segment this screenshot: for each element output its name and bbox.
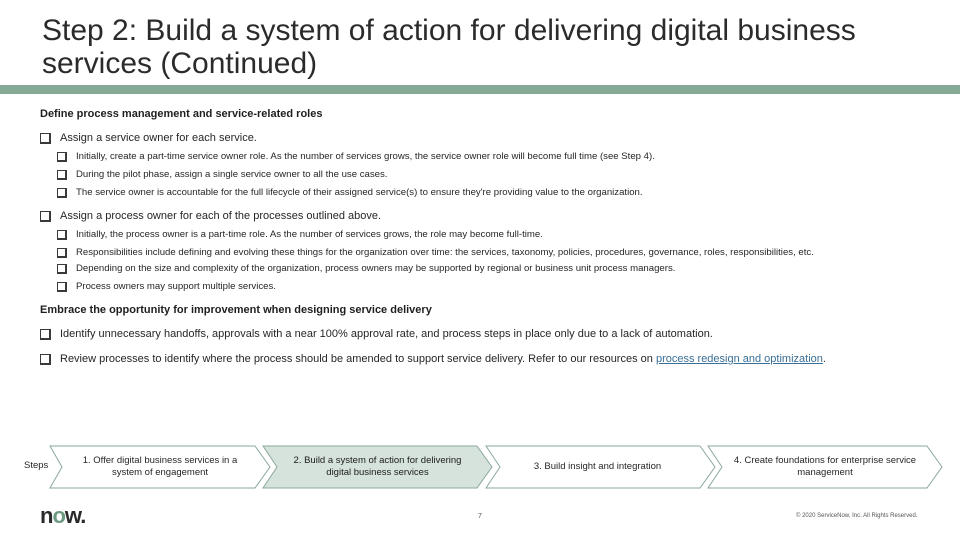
checklist-subitem — [40, 247, 840, 259]
checklist-subitem — [40, 187, 920, 199]
copyright: © 2020 ServiceNow, Inc. All Rights Reserved. — [796, 513, 918, 519]
page-number: 7 — [478, 513, 482, 520]
checkbox-icon — [40, 354, 50, 364]
process-redesign-link[interactable]: process redesign and optimization — [655, 353, 823, 365]
checklist-subitem — [40, 151, 920, 163]
checkbox-icon — [57, 170, 66, 179]
content — [40, 108, 920, 366]
checkbox-icon — [57, 282, 66, 291]
checklist-subtext: During the pilot phase, assign a single service owner to all the use cases. — [76, 169, 388, 180]
section-heading-roles: Define process management and service-related roles — [40, 108, 323, 120]
checkbox-icon — [57, 188, 66, 197]
step-label-3: 3. Build insight and integration — [533, 461, 662, 472]
checklist-subitem — [40, 281, 920, 293]
checklist-subitem — [40, 229, 920, 241]
checklist-subtext: Process owners may support multiple services. — [76, 281, 276, 292]
title-main: Step 2: Build a system of action for delivering digital business services — [42, 14, 856, 80]
checklist-text: Identify unnecessary handoffs, approvals with a near 100% approval rate, and process steps in place only due to a lack of automation. — [60, 328, 713, 340]
checklist-item — [40, 132, 920, 145]
checklist-item — [40, 353, 840, 366]
title-suffix: (Continued) — [160, 47, 318, 80]
checklist-subtext: Initially, the process owner is a part-time role. As the number of services grows, the role may become full-time. — [76, 229, 543, 240]
checkbox-icon — [40, 133, 50, 143]
checklist-text: Assign a service owner for each service. — [60, 132, 257, 144]
checklist-subtext: Initially, create a part-time service owner role. As the number of services grows, the service owner role will become full time (see Step 4). — [76, 151, 655, 162]
step-label-4: 4. Create foundations for enterprise service management — [733, 455, 917, 478]
checklist-subtext: Responsibilities include defining and evolving these things for the organization over time: the services, taxonomy, policies, procedures, governance, roles, responsibilities, etc. — [76, 247, 814, 258]
checklist-subitem — [40, 169, 920, 181]
checklist-text: Review processes to identify where the process should be amended to support service delivery. Refer to our resources on — [60, 353, 653, 365]
checkbox-icon — [57, 152, 66, 161]
title-divider — [0, 85, 960, 94]
page-title — [42, 14, 902, 80]
checklist-subitem — [40, 263, 920, 275]
steps-label: Steps — [24, 460, 49, 471]
section-heading-improvement: Embrace the opportunity for improvement when designing service delivery — [40, 304, 432, 316]
checklist-subtext: The service owner is accountable for the full lifecycle of their assigned service(s) to ensure they're providing value to the organization. — [76, 187, 643, 198]
link-suffix: . — [822, 353, 826, 365]
checklist-item — [40, 328, 920, 341]
checkbox-icon — [57, 264, 66, 273]
checkbox-icon — [57, 230, 66, 239]
servicenow-logo: now. — [40, 503, 86, 528]
checkbox-icon — [57, 248, 66, 257]
checkbox-icon — [40, 329, 50, 339]
checkbox-icon — [40, 211, 50, 221]
checklist-item — [40, 210, 920, 223]
checklist-subtext: Depending on the size and complexity of the organization, process owners may be supported by regional or business unit process managers. — [76, 263, 676, 274]
step-label-1: 1. Offer digital business services in a system of engagement — [82, 455, 238, 478]
step-label-2: 2. Build a system of action for delivering digital business services — [293, 455, 462, 478]
checklist-text: Assign a process owner for each of the processes outlined above. — [60, 210, 382, 222]
